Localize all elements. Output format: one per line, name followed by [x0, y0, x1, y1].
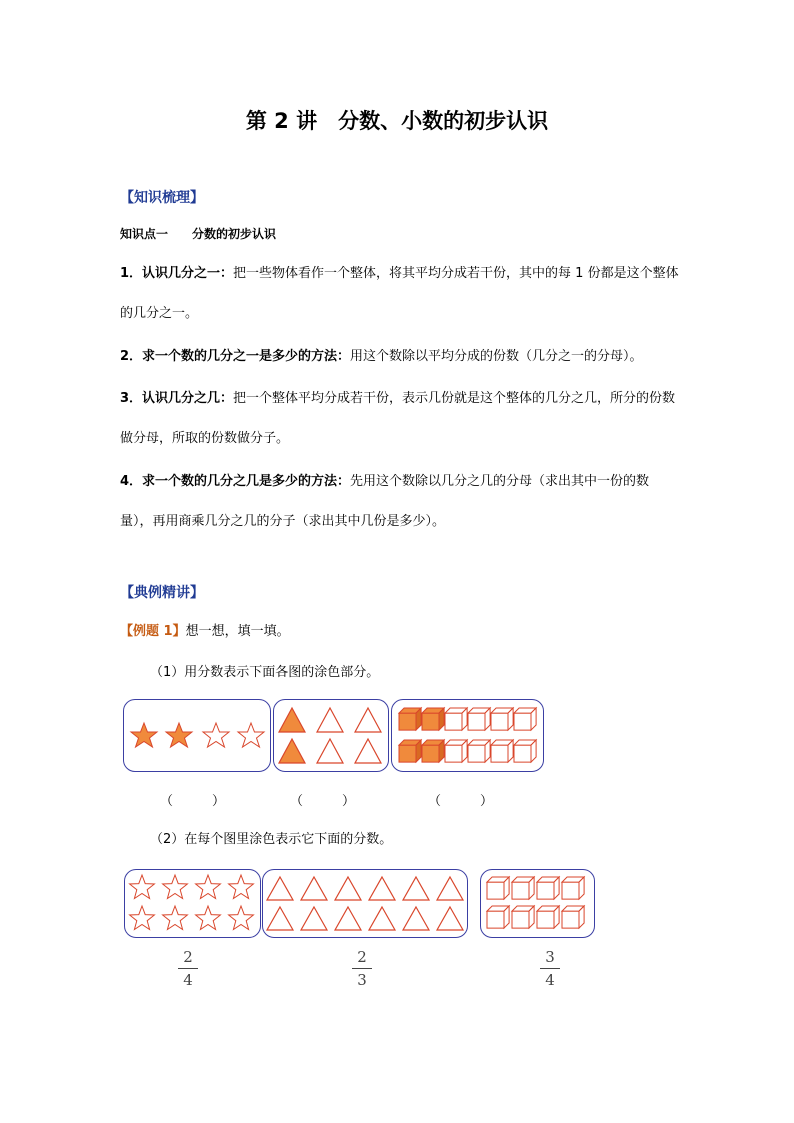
item-3-text: 把一个整体平均分成若干份，表示几份就是这个整体的几分之几，所分的份数做分母，所取的份数做分子。	[120, 391, 676, 446]
cube-icon	[445, 740, 467, 762]
triangles-group-empty	[263, 870, 467, 937]
star-icon	[229, 875, 254, 899]
star-icon	[130, 875, 155, 899]
cubes-group	[392, 700, 543, 771]
star-icon	[196, 906, 221, 930]
star-icon	[163, 875, 188, 899]
cube-icon	[562, 906, 584, 928]
example-1-label: 【例题 1】	[120, 624, 186, 639]
cube-icon	[422, 708, 444, 730]
triangle-icon	[317, 739, 343, 763]
knowledge-item-2	[120, 337, 680, 377]
triangle-icon	[335, 877, 361, 900]
cube-icon	[487, 906, 509, 928]
answer-blank-3[interactable]: （ ）	[428, 794, 494, 809]
fraction-denominator: 3	[357, 971, 367, 989]
triangle-icon	[335, 907, 361, 930]
item-1-heading: 1．认识几分之一：	[120, 266, 234, 281]
item-3-heading: 3．认识几分之几：	[120, 391, 234, 406]
triangle-icon	[301, 907, 327, 930]
knowledge-item-1	[120, 254, 680, 334]
triangle-icon	[267, 877, 293, 900]
star-icon	[131, 723, 157, 747]
example-1-text: 想一想，填一填。	[185, 624, 290, 639]
fraction-numerator: 2	[183, 948, 193, 966]
figure-triangles-empty	[262, 869, 468, 938]
knowledge-point-title: 知识点一 分数的初步认识	[120, 227, 277, 241]
triangle-icon	[369, 907, 395, 930]
fraction-bar	[352, 968, 372, 969]
figure-stars-empty	[124, 869, 261, 938]
page-title: 第 2 讲 分数、小数的初步认识	[245, 109, 549, 133]
cube-icon	[468, 708, 490, 730]
question-1: （1）用分数表示下面各图的涂色部分。	[150, 665, 380, 680]
fraction-denominator: 4	[183, 971, 193, 989]
triangle-icon	[437, 907, 463, 930]
figure-triangles-shaded	[273, 699, 389, 772]
triangle-icon	[403, 877, 429, 900]
cube-icon	[491, 740, 513, 762]
item-4-heading: 4．求一个数的几分之几是多少的方法：	[120, 474, 351, 489]
item-1-text: 把一些物体看作一个整体，将其平均分成若干份，其中的每 1 份都是这个整体的几分之一。	[120, 266, 679, 321]
cube-icon	[422, 740, 444, 762]
triangle-icon	[437, 877, 463, 900]
figure-cubes-empty	[480, 869, 595, 938]
triangle-icon	[267, 907, 293, 930]
star-icon	[166, 723, 192, 747]
triangle-icon	[301, 877, 327, 900]
triangle-icon	[355, 739, 381, 763]
star-icon	[163, 906, 188, 930]
answer-blank-1[interactable]: （ ）	[160, 794, 226, 809]
triangle-icon	[355, 708, 381, 732]
stars-group-empty	[125, 870, 260, 937]
cube-icon	[399, 708, 421, 730]
fraction-2-4	[176, 948, 200, 989]
fraction-2-3	[350, 948, 374, 989]
item-2-heading: 2．求一个数的几分之一是多少的方法：	[120, 349, 351, 364]
star-icon	[229, 906, 254, 930]
fraction-3-4	[538, 948, 562, 989]
section-knowledge: 【知识梳理】	[120, 190, 204, 206]
item-4-text: 先用这个数除以几分之几的分母（求出其中一份的数量），再用商乘几分之几的分子（求出其中几份是多少）。	[120, 474, 650, 529]
cubes-group-empty	[481, 870, 594, 937]
cube-icon	[468, 740, 490, 762]
knowledge-item-3	[120, 379, 680, 459]
triangle-icon	[403, 907, 429, 930]
example-1	[120, 620, 290, 639]
triangle-icon	[369, 877, 395, 900]
star-icon	[130, 906, 155, 930]
fraction-numerator: 2	[357, 948, 367, 966]
fraction-denominator: 4	[545, 971, 555, 989]
cube-icon	[445, 708, 467, 730]
star-icon	[196, 875, 221, 899]
fraction-bar	[178, 968, 198, 969]
fraction-numerator: 3	[545, 948, 555, 966]
answer-blank-2[interactable]: （ ）	[290, 794, 356, 809]
triangle-icon	[317, 708, 343, 732]
cube-icon	[514, 708, 536, 730]
item-2-text: 用这个数除以平均分成的份数（几分之一的分母）。	[350, 349, 643, 364]
fraction-bar	[540, 968, 560, 969]
figure-stars-shaded	[123, 699, 271, 772]
cube-icon	[399, 740, 421, 762]
cube-icon	[537, 877, 559, 899]
triangle-icon	[279, 739, 305, 763]
section-examples: 【典例精讲】	[120, 585, 204, 601]
figure-cubes-shaded	[391, 699, 544, 772]
triangles-group	[274, 700, 388, 771]
stars-group	[124, 700, 270, 771]
star-icon	[238, 723, 264, 747]
cube-icon	[487, 877, 509, 899]
question-2: （2）在每个图里涂色表示它下面的分数。	[150, 832, 393, 847]
star-icon	[203, 723, 229, 747]
cube-icon	[512, 877, 534, 899]
triangle-icon	[279, 708, 305, 732]
cube-icon	[514, 740, 536, 762]
cube-icon	[512, 906, 534, 928]
cube-icon	[491, 708, 513, 730]
cube-icon	[562, 877, 584, 899]
knowledge-item-4	[120, 462, 680, 542]
cube-icon	[537, 906, 559, 928]
